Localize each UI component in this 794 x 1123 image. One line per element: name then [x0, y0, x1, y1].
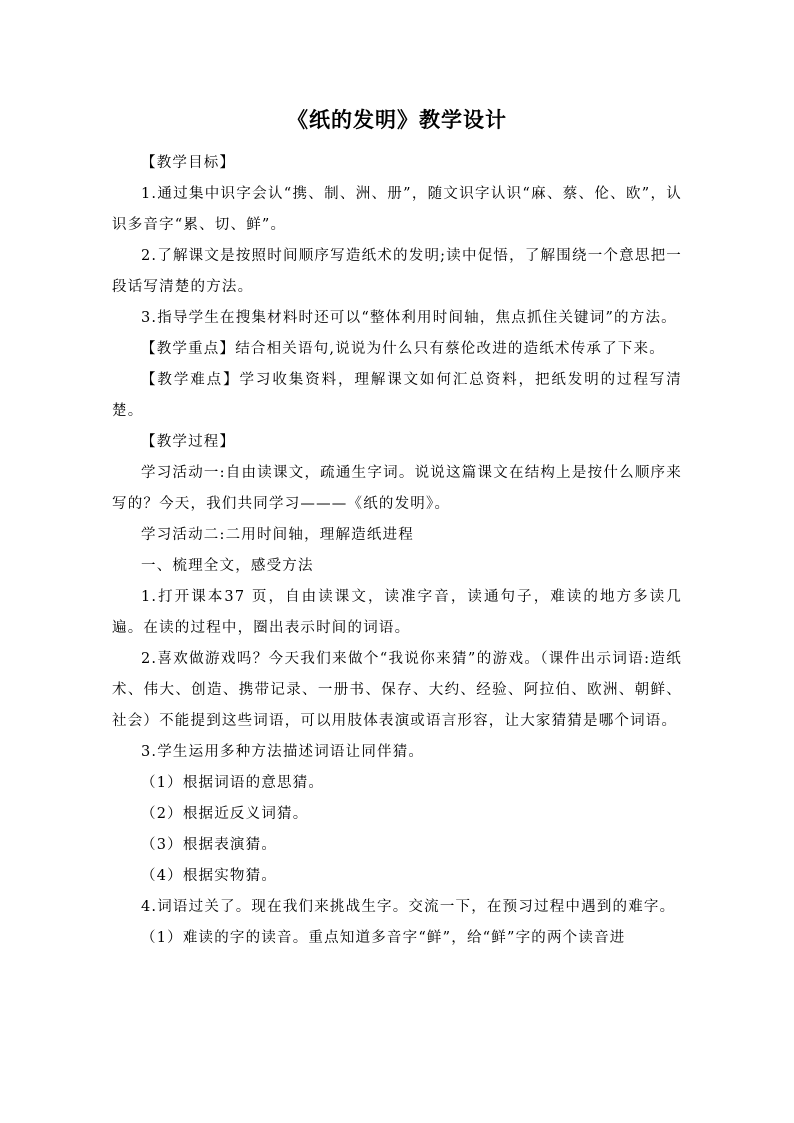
document-page: [112, 104, 682, 954]
objective-1: 1.通过集中识字会认“携、制、洲、册”，随文识字认识“麻、蔡、伦、欧”，认识多音字“累、切、鲜”。: [112, 186, 682, 233]
subsection-heading: 一、梳理全文，感受方法: [141, 558, 314, 574]
step-2: 2.喜欢做游戏吗？今天我们来做个“我说你来猜”的游戏。（课件出示词语:造纸术、伟大、创造、携带记录、一册书、保存、大约、经验、阿拉伯、欧洲、朝鲜、社会）不能提到这些词语，可以用肢体表演或语言形容，让大家猜猜是哪个词语。: [112, 651, 682, 729]
step-3-item-3: （3）根据表演猜。: [141, 837, 278, 853]
objective-3: 3.指导学生在搜集材料时还可以“整体利用时间轴，焦点抓住关键词”的方法。: [141, 310, 677, 326]
activity-1: 学习活动一:自由读课文，疏通生字词。说说这篇课文在结构上是按什么顺序来写的？今天，我们共同学习———《纸的发明》。: [112, 465, 682, 512]
section-heading-process: 【教学过程】: [141, 434, 236, 450]
step-4-item-1: （1）难读的字的读音。重点知道多音字“鲜”，给“鲜”字的两个读音进: [141, 930, 626, 946]
difficult-point: 【教学难点】学习收集资料，理解课文如何汇总资料，把纸发明的过程写清楚。: [112, 372, 682, 419]
activity-2: 学习活动二:二用时间轴，理解造纸进程: [141, 527, 414, 543]
section-heading-objectives: 【教学目标】: [141, 155, 236, 171]
objective-2: 2.了解课文是按照时间顺序写造纸术的发明;读中促悟，了解围绕一个意思把一段话写清楚的方法。: [112, 248, 682, 295]
document-title: 《纸的发明》教学设计: [287, 107, 507, 132]
step-3-item-4: （4）根据实物猜。: [141, 868, 278, 884]
step-3-item-1: （1）根据词语的意思猜。: [141, 775, 325, 791]
step-3-item-2: （2）根据近反义词猜。: [141, 806, 309, 822]
step-4: 4.词语过关了。现在我们来挑战生字。交流一下，在预习过程中遇到的难字。: [141, 899, 676, 915]
step-1: 1.打开课本37 页，自由读课文，读准字音，读通句子，难读的地方多读几遍。在读的过程中，圈出表示时间的词语。: [112, 589, 682, 636]
key-point: 【教学重点】结合相关语句,说说为什么只有蔡伦改进的造纸术传承了下来。: [141, 341, 665, 357]
step-3: 3.学生运用多种方法描述词语让同伴猜。: [141, 744, 425, 760]
